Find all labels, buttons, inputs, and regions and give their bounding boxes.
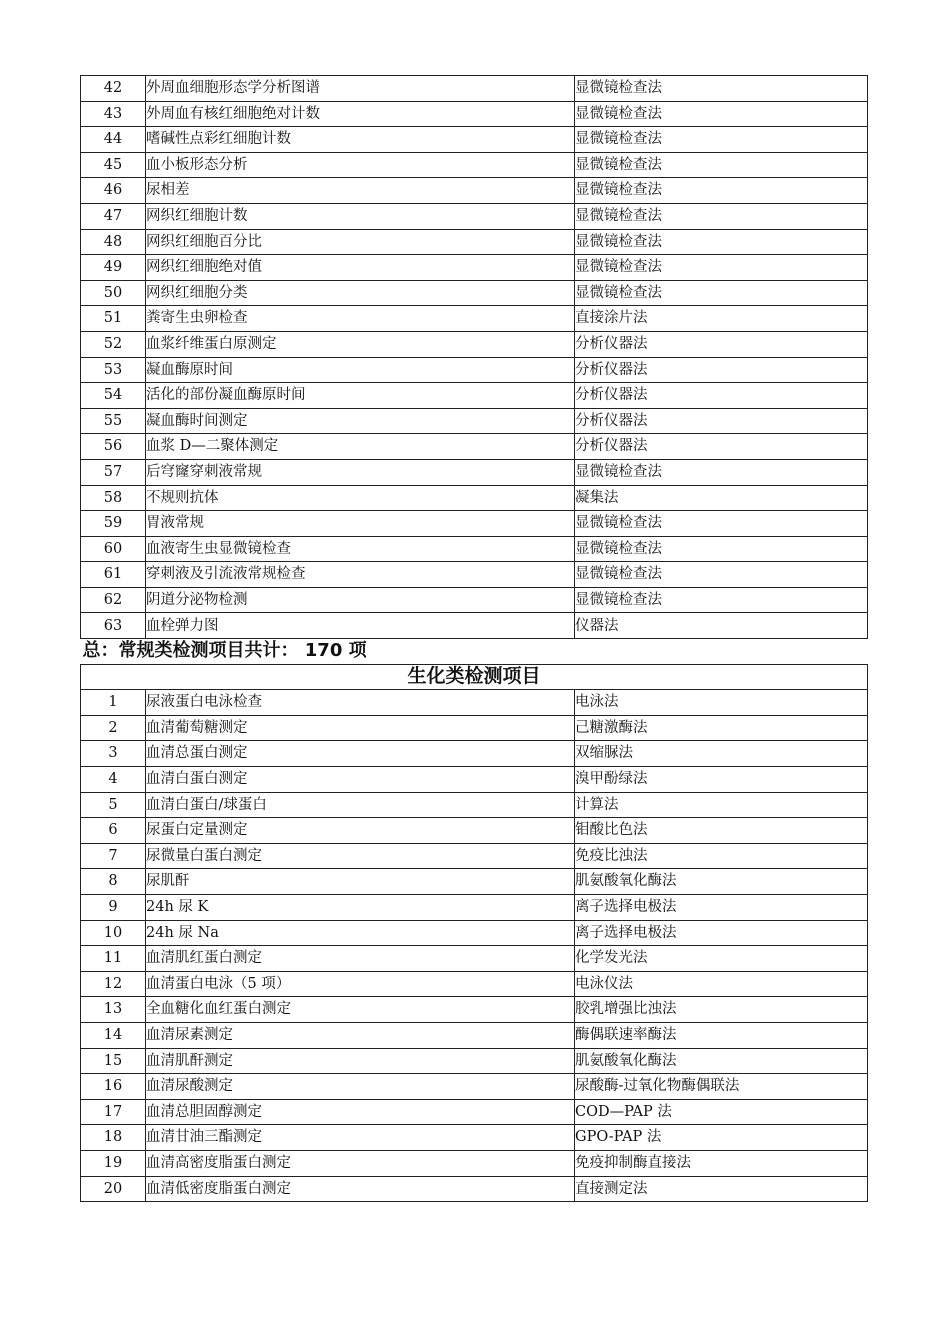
item-number: 5 — [81, 792, 146, 818]
item-number: 51 — [81, 306, 146, 332]
item-name: 血清尿素测定 — [146, 1022, 575, 1048]
item-name: 血清总蛋白测定 — [146, 741, 575, 767]
item-method: 显微镜检查法 — [575, 101, 868, 127]
item-method: 分析仪器法 — [575, 408, 868, 434]
item-name: 血清葡萄糖测定 — [146, 715, 575, 741]
item-method: 显微镜检查法 — [575, 280, 868, 306]
item-method: 显微镜检查法 — [575, 562, 868, 588]
item-number: 18 — [81, 1125, 146, 1151]
table-row — [81, 587, 868, 613]
item-method: 分析仪器法 — [575, 434, 868, 460]
table-row — [81, 767, 868, 793]
item-method: 己糖激酶法 — [575, 715, 868, 741]
item-number: 12 — [81, 971, 146, 997]
item-number: 15 — [81, 1048, 146, 1074]
table-row — [81, 1048, 868, 1074]
item-method: 肌氨酸氧化酶法 — [575, 1048, 868, 1074]
table-row — [81, 1125, 868, 1151]
item-method: 电泳法 — [575, 690, 868, 716]
item-method: 胶乳增强比浊法 — [575, 997, 868, 1023]
item-name: 血清肌红蛋白测定 — [146, 946, 575, 972]
item-method: 溴甲酚绿法 — [575, 767, 868, 793]
item-name: 血液寄生虫显微镜检查 — [146, 536, 575, 562]
item-number: 9 — [81, 895, 146, 921]
item-name: 血栓弹力图 — [146, 613, 575, 639]
item-name: 血小板形态分析 — [146, 152, 575, 178]
summary-group — [81, 639, 868, 690]
table-row — [81, 792, 868, 818]
table-row — [81, 229, 868, 255]
item-name: 24h 尿 Na — [146, 920, 575, 946]
item-method: 免疫抑制酶直接法 — [575, 1150, 868, 1176]
table-row — [81, 1022, 868, 1048]
item-method: 显微镜检查法 — [575, 76, 868, 102]
item-name: 血清白蛋白/球蛋白 — [146, 792, 575, 818]
table-row — [81, 1099, 868, 1125]
item-number: 11 — [81, 946, 146, 972]
summary-row — [81, 639, 868, 665]
table-row — [81, 536, 868, 562]
item-number: 60 — [81, 536, 146, 562]
table-row — [81, 408, 868, 434]
item-number: 16 — [81, 1074, 146, 1100]
item-method: 显微镜检查法 — [575, 203, 868, 229]
item-name: 网织红细胞计数 — [146, 203, 575, 229]
item-number: 46 — [81, 178, 146, 204]
table-row — [81, 357, 868, 383]
item-method: 肌氨酸氧化酶法 — [575, 869, 868, 895]
item-name: 穿刺液及引流液常规检查 — [146, 562, 575, 588]
table-row — [81, 101, 868, 127]
item-name: 血浆 D—二聚体测定 — [146, 434, 575, 460]
item-number: 54 — [81, 383, 146, 409]
table-row — [81, 280, 868, 306]
table-row — [81, 306, 868, 332]
item-number: 57 — [81, 459, 146, 485]
item-name: 全血糖化血红蛋白测定 — [146, 997, 575, 1023]
table-row — [81, 127, 868, 153]
table-row — [81, 485, 868, 511]
table-row — [81, 971, 868, 997]
table-row — [81, 203, 868, 229]
item-number: 14 — [81, 1022, 146, 1048]
item-method: 离子选择电极法 — [575, 920, 868, 946]
item-method: 仪器法 — [575, 613, 868, 639]
item-method: 离子选择电极法 — [575, 895, 868, 921]
table-row — [81, 895, 868, 921]
item-number: 42 — [81, 76, 146, 102]
item-method: 双缩脲法 — [575, 741, 868, 767]
item-number: 17 — [81, 1099, 146, 1125]
item-name: 血清总胆固醇测定 — [146, 1099, 575, 1125]
item-number: 1 — [81, 690, 146, 716]
item-name: 血清肌酐测定 — [146, 1048, 575, 1074]
item-number: 55 — [81, 408, 146, 434]
item-method: 显微镜检查法 — [575, 511, 868, 537]
item-number: 3 — [81, 741, 146, 767]
item-method: 显微镜检查法 — [575, 178, 868, 204]
table-row — [81, 946, 868, 972]
item-method: 计算法 — [575, 792, 868, 818]
item-number: 44 — [81, 127, 146, 153]
item-method: 化学发光法 — [575, 946, 868, 972]
table-row — [81, 869, 868, 895]
item-name: 尿肌酐 — [146, 869, 575, 895]
item-method: 酶偶联速率酶法 — [575, 1022, 868, 1048]
item-method: 钼酸比色法 — [575, 818, 868, 844]
table-row — [81, 843, 868, 869]
table-row — [81, 613, 868, 639]
test-items-table — [80, 75, 868, 1202]
item-number: 53 — [81, 357, 146, 383]
item-number: 52 — [81, 331, 146, 357]
item-name: 血清甘油三酯测定 — [146, 1125, 575, 1151]
item-name: 血清尿酸测定 — [146, 1074, 575, 1100]
table-row — [81, 1150, 868, 1176]
item-method: 显微镜检查法 — [575, 587, 868, 613]
table-row — [81, 1074, 868, 1100]
table-row — [81, 818, 868, 844]
item-number: 47 — [81, 203, 146, 229]
item-number: 63 — [81, 613, 146, 639]
table-row — [81, 434, 868, 460]
item-number: 6 — [81, 818, 146, 844]
item-method: 显微镜检查法 — [575, 152, 868, 178]
item-name: 凝血酶原时间 — [146, 357, 575, 383]
item-method: COD—PAP 法 — [575, 1099, 868, 1125]
section-header-row — [81, 664, 868, 690]
item-method: 电泳仪法 — [575, 971, 868, 997]
item-method: 分析仪器法 — [575, 357, 868, 383]
item-number: 13 — [81, 997, 146, 1023]
table-row — [81, 1176, 868, 1202]
table-row — [81, 920, 868, 946]
item-method: 显微镜检查法 — [575, 459, 868, 485]
item-name: 血清白蛋白测定 — [146, 767, 575, 793]
item-name: 尿蛋白定量测定 — [146, 818, 575, 844]
item-number: 62 — [81, 587, 146, 613]
table-row — [81, 690, 868, 716]
item-name: 网织红细胞分类 — [146, 280, 575, 306]
item-number: 59 — [81, 511, 146, 537]
item-name: 尿液蛋白电泳检查 — [146, 690, 575, 716]
item-method: GPO-PAP 法 — [575, 1125, 868, 1151]
item-name: 凝血酶时间测定 — [146, 408, 575, 434]
item-method: 显微镜检查法 — [575, 255, 868, 281]
item-number: 2 — [81, 715, 146, 741]
table-row — [81, 562, 868, 588]
item-name: 血清低密度脂蛋白测定 — [146, 1176, 575, 1202]
item-name: 血浆纤维蛋白原测定 — [146, 331, 575, 357]
item-number: 7 — [81, 843, 146, 869]
item-name: 后穹窿穿刺液常规 — [146, 459, 575, 485]
section-title: 生化类检测项目 — [81, 664, 868, 690]
table-row — [81, 715, 868, 741]
item-name: 尿微量白蛋白测定 — [146, 843, 575, 869]
biochem-items-group — [81, 690, 868, 1202]
item-number: 20 — [81, 1176, 146, 1202]
item-number: 19 — [81, 1150, 146, 1176]
table-row — [81, 383, 868, 409]
item-number: 56 — [81, 434, 146, 460]
table-row — [81, 997, 868, 1023]
table-row — [81, 741, 868, 767]
table-row — [81, 511, 868, 537]
item-name: 血清高密度脂蛋白测定 — [146, 1150, 575, 1176]
item-number: 43 — [81, 101, 146, 127]
routine-items-group — [81, 76, 868, 639]
table-row — [81, 152, 868, 178]
item-number: 8 — [81, 869, 146, 895]
item-name: 外周血有核红细胞绝对计数 — [146, 101, 575, 127]
item-method: 尿酸酶-过氧化物酶偶联法 — [575, 1074, 868, 1100]
item-method: 免疫比浊法 — [575, 843, 868, 869]
item-name: 尿相差 — [146, 178, 575, 204]
item-name: 血清蛋白电泳（5 项） — [146, 971, 575, 997]
item-name: 24h 尿 K — [146, 895, 575, 921]
item-method: 直接涂片法 — [575, 306, 868, 332]
table-row — [81, 76, 868, 102]
item-number: 50 — [81, 280, 146, 306]
item-name: 胃液常规 — [146, 511, 575, 537]
item-number: 58 — [81, 485, 146, 511]
item-name: 网织红细胞百分比 — [146, 229, 575, 255]
item-method: 显微镜检查法 — [575, 536, 868, 562]
item-name: 粪寄生虫卵检查 — [146, 306, 575, 332]
item-name: 外周血细胞形态学分析图谱 — [146, 76, 575, 102]
item-method: 显微镜检查法 — [575, 127, 868, 153]
item-method: 显微镜检查法 — [575, 229, 868, 255]
table-row — [81, 255, 868, 281]
item-method: 分析仪器法 — [575, 331, 868, 357]
item-number: 10 — [81, 920, 146, 946]
item-number: 48 — [81, 229, 146, 255]
table-row — [81, 178, 868, 204]
item-name: 活化的部份凝血酶原时间 — [146, 383, 575, 409]
table-row — [81, 459, 868, 485]
item-number: 4 — [81, 767, 146, 793]
item-method: 直接测定法 — [575, 1176, 868, 1202]
item-number: 61 — [81, 562, 146, 588]
item-number: 45 — [81, 152, 146, 178]
item-method: 分析仪器法 — [575, 383, 868, 409]
item-name: 嗜碱性点彩红细胞计数 — [146, 127, 575, 153]
summary-text: 总：常规类检测项目共计： 170 项 — [81, 639, 868, 665]
item-name: 不规则抗体 — [146, 485, 575, 511]
item-number: 49 — [81, 255, 146, 281]
table-row — [81, 331, 868, 357]
item-name: 网织红细胞绝对值 — [146, 255, 575, 281]
item-name: 阴道分泌物检测 — [146, 587, 575, 613]
item-method: 凝集法 — [575, 485, 868, 511]
